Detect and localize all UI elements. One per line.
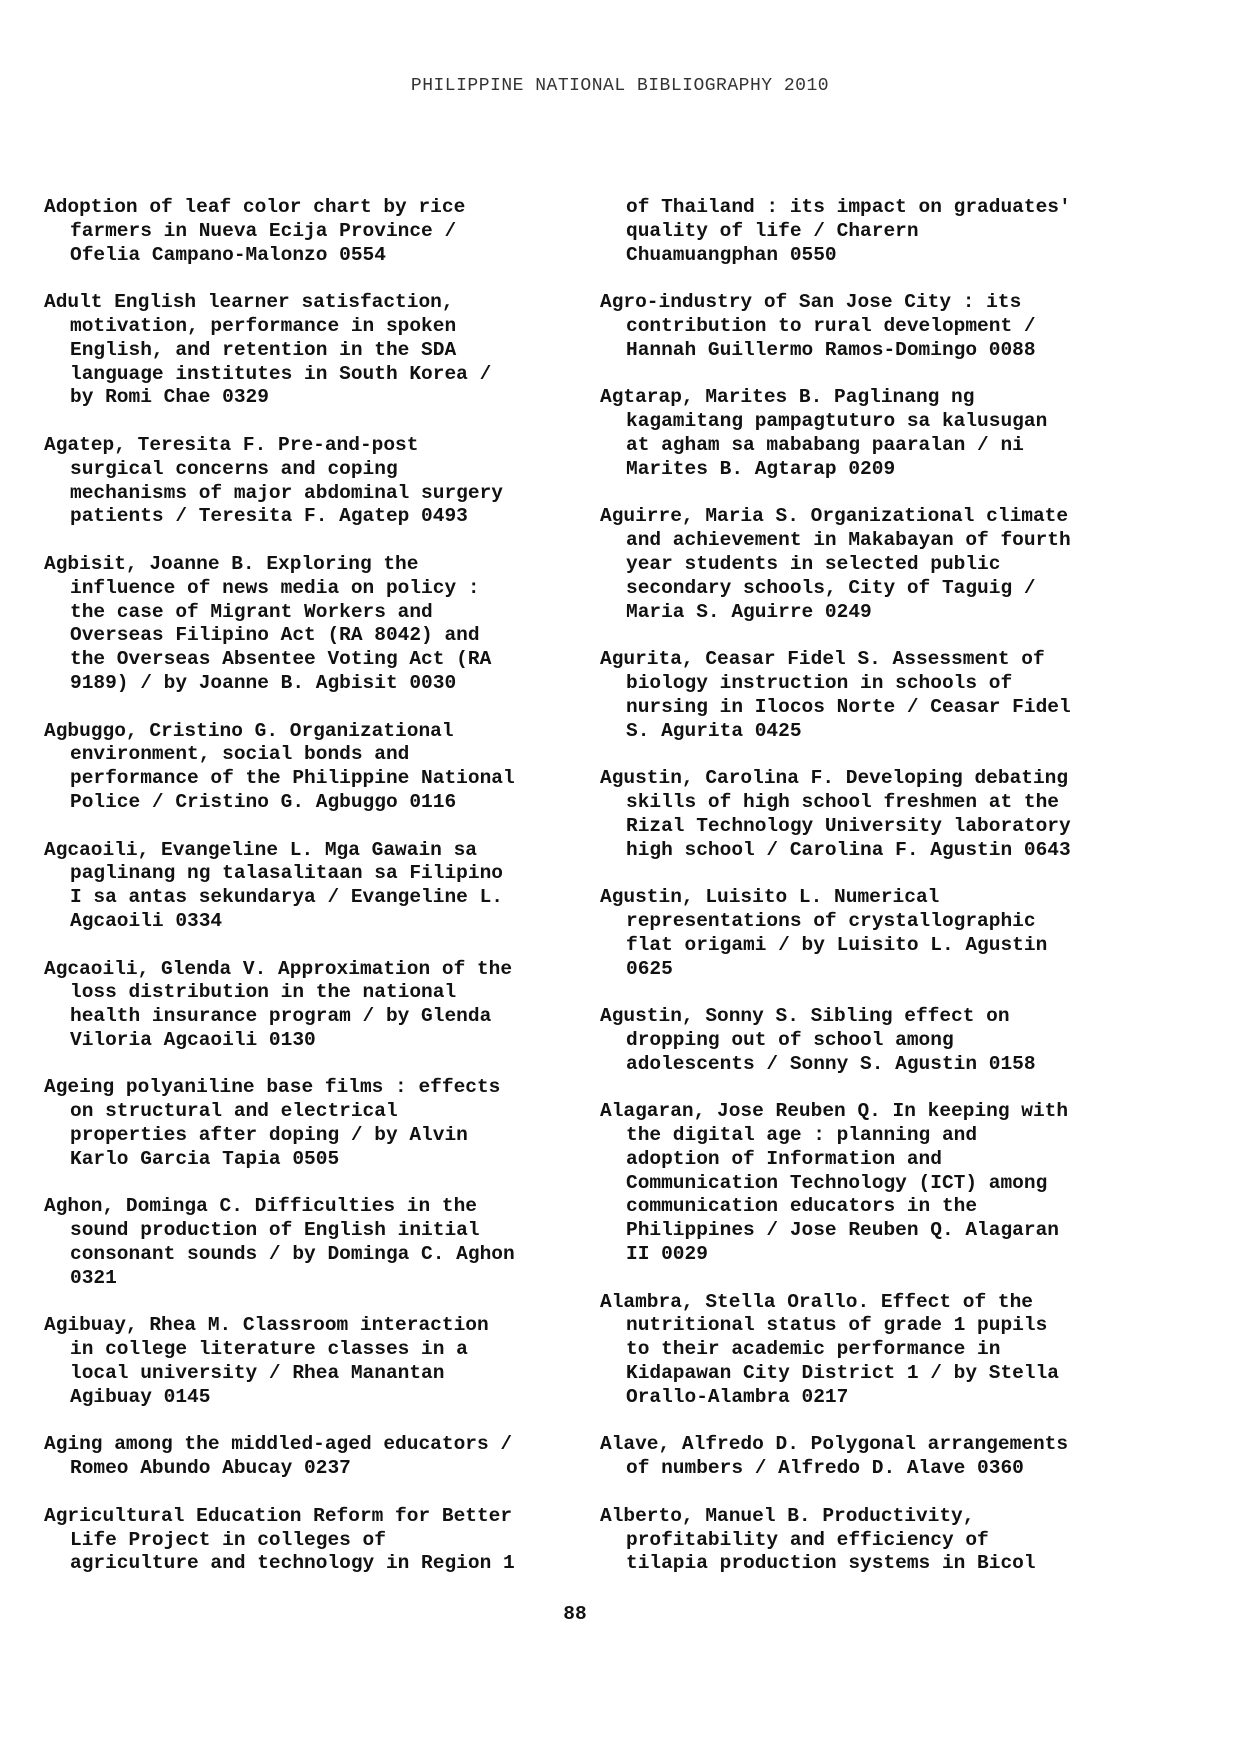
bibliography-entry: Alambra, Stella Orallo. Effect of the nutritional status of grade 1 pupils to their academic performance in Kidapawan City District 1 / by Stella Orallo-Alambra 0217 (600, 1290, 1059, 1408)
bibliography-entry: Aging among the middled-aged educators / Romeo Abundo Abucay 0237 (44, 1433, 513, 1480)
bibliography-entry: Agibuay, Rhea M. Classroom interaction in college literature classes in a local university / Rhea Manantan Agibuay 0145 (44, 1314, 489, 1408)
bibliography-entry: Agbuggo, Cristino G. Organizational environment, social bonds and performance of the Philippine National Police / Cristino G. Agbuggo 0116 (44, 719, 515, 813)
running-head: PHILIPPINE NATIONAL BIBLIOGRAPHY 2010 (410, 76, 830, 96)
bibliography-entry: Agatep, Teresita F. Pre-and-post surgical concerns and coping mechanisms of major abdominal surgery patients / Teresita F. Agatep 0493 (44, 433, 503, 528)
bibliography-entry: Aghon, Dominga C. Difficulties in the sound production of English initial consonant sounds / by Dominga C. Aghon 0321 (44, 1195, 515, 1289)
bibliography-entry: Aguirre, Maria S. Organizational climate and achievement in Makabayan of fourth year students in selected public secondary schools, City of Taguig / Maria S. Aguirre 0249 (600, 505, 1071, 623)
bibliography-entry: Adult English learner satisfaction, motivation, performance in spoken English, and retention in the SDA language institutes in South Korea / by Romi Chae 0329 (44, 291, 492, 409)
bibliography-entry: Agcaoili, Glenda V. Approximation of the loss distribution in the national health insurance program / by Glenda Viloria Agcaoili 0130 (44, 957, 513, 1051)
bibliography-entry: Agro-industry of San Jose City : its contribution to rural development / Hannah Guillermo Ramos-Domingo 0088 (600, 291, 1036, 361)
right-column (600, 196, 1120, 1600)
bibliography-entry: Agbisit, Joanne B. Exploring the influence of news media on policy : the case of Migrant Workers and Overseas Filipino Act (RA 8042) and the Overseas Absentee Voting Act (RA 9189) / by Joanne B. Agbisit 0030 (44, 552, 492, 694)
left-column (44, 196, 564, 1600)
bibliography-entry: Adoption of leaf color chart by rice farmers in Nueva Ecija Province / Ofelia Campano-Malonzo 0554 (44, 196, 466, 266)
bibliography-entry: Agcaoili, Evangeline L. Mga Gawain sa paglinang ng talasalitaan sa Filipino I sa antas sekundarya / Evangeline L. Agcaoili 0334 (44, 838, 503, 932)
bibliography-entry-continuation: of Thailand : its impact on graduates' quality of life / Charern Chuamuangphan 0550 (626, 196, 1071, 266)
bibliography-entry: Agustin, Sonny S. Sibling effect on dropping out of school among adolescents / Sonny S. Agustin 0158 (600, 1005, 1036, 1075)
bibliography-entry: Alave, Alfredo D. Polygonal arrangements of numbers / Alfredo D. Alave 0360 (600, 1433, 1069, 1480)
bibliography-entry: Alberto, Manuel B. Productivity, profitability and efficiency of tilapia production systems in Bicol (600, 1504, 1036, 1575)
bibliography-entry: Agtarap, Marites B. Paglinang ng kagamitang pampagtuturo sa kalusugan at agham sa mababang paaralan / ni Marites B. Agtarap 0209 (600, 386, 1048, 480)
bibliography-entry: Ageing polyaniline base films : effects on structural and electrical properties after doping / by Alvin Karlo Garcia Tapia 0505 (44, 1076, 501, 1170)
page-number: 88 (563, 1603, 587, 1625)
bibliography-entry: Agricultural Education Reform for Better Life Project in colleges of agriculture and technology in Region 1 (44, 1504, 515, 1575)
bibliography-entry: Agustin, Luisito L. Numerical representations of crystallographic flat origami / by Luisito L. Agustin 0625 (600, 886, 1048, 980)
bibliography-entry: Alagaran, Jose Reuben Q. In keeping with the digital age : planning and adoption of Information and Communication Technology (ICT) among communication educators in the Philippines / Jose Reuben Q. Alagaran II 0029 (600, 1100, 1069, 1266)
bibliography-entry: Agurita, Ceasar Fidel S. Assessment of biology instruction in schools of nursing in Ilocos Norte / Ceasar Fidel S. Agurita 0425 (600, 648, 1071, 742)
bibliography-entry: Agustin, Carolina F. Developing debating skills of high school freshmen at the Rizal Technology University laboratory high school / Carolina F. Agustin 0643 (600, 767, 1071, 861)
